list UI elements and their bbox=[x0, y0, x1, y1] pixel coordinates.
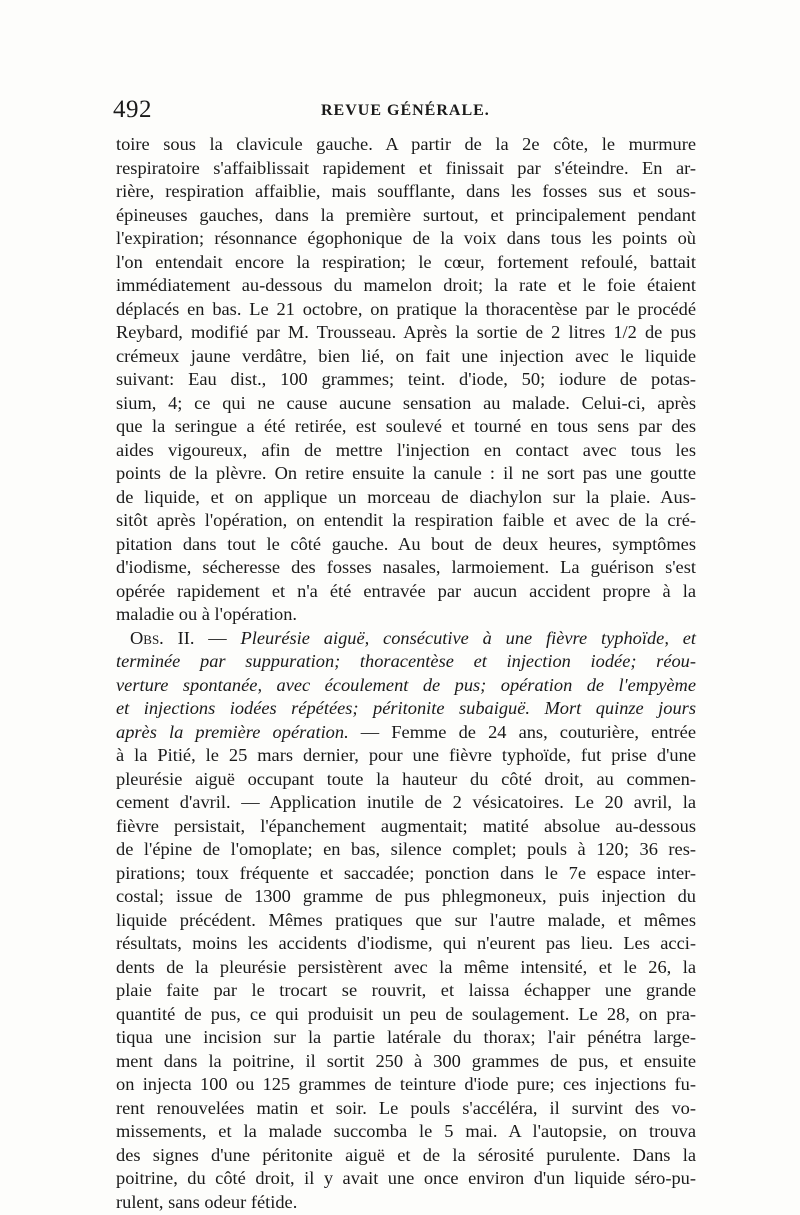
text-line: résultats, moins les accidents d'iodisme, qui n'eurent pas lieu. Les acci- bbox=[116, 933, 696, 953]
observation-title-end-line bbox=[116, 721, 696, 745]
running-title: REVUE GÉNÉRALE. bbox=[321, 102, 490, 119]
observation-text-start: — Femme de 24 ans, couturière, entrée bbox=[360, 721, 696, 742]
text-line: rière, respiration affaiblie, mais soufflante, dans les fosses sus et sous- bbox=[116, 181, 696, 201]
text-line: sium, 4; ce qui ne cause aucune sensation au malade. Celui-ci, après bbox=[116, 392, 696, 413]
text-line: respiratoire s'affaiblissait rapidement et finissait par s'éteindre. En ar- bbox=[116, 157, 696, 178]
text-line: rent renouvelées matin et soir. Le pouls s'accéléra, il survint des vo- bbox=[116, 1097, 696, 1118]
text-line: pleurésie aiguë occupant toute la hauteur du côté droit, au commen- bbox=[116, 768, 696, 789]
text-line: liquide précédent. Mêmes pratiques que sur l'autre malade, et mêmes bbox=[116, 909, 696, 930]
line-prefix: à bbox=[116, 745, 125, 765]
text-line: verture spontanée, avec écoulement de pus; opération de l'empyème bbox=[116, 674, 696, 695]
page-number: 492 bbox=[113, 96, 152, 123]
text-line: de liquide, et on applique un morceau de diachylon sur la plaie. Aus- bbox=[116, 486, 696, 507]
text-line: cement d'avril. — Application inutile de 2 vésicatoires. Le 20 avril, la bbox=[116, 792, 696, 812]
text-line: pitation dans tout le côté gauche. Au bout de deux heures, symptômes bbox=[116, 533, 696, 554]
text-line-body: la Pitié, le 25 mars dernier, pour une fièvre typhoïde, fut prise d'une bbox=[134, 745, 696, 765]
text-line: suivant: Eau dist., 100 grammes; teint. d'iode, 50; iodure de potas- bbox=[116, 369, 696, 389]
text-line: immédiatement au-dessous du mamelon droit; la rate et le foie étaient bbox=[116, 275, 696, 295]
text-line: maladie ou à l'opération. bbox=[116, 604, 298, 624]
observation-title-end: après la première opération. bbox=[116, 721, 349, 742]
text-line: et injections iodées répétées; péritonite subaiguë. Mort quinze jours bbox=[116, 698, 696, 718]
text-line bbox=[116, 744, 696, 768]
text-line: déplacés en bas. Le 21 octobre, on pratique la thoracentèse par le procédé bbox=[116, 298, 696, 319]
text-line: quantité de pus, ce qui produisit un peu de soulagement. Le 28, on pra- bbox=[116, 1003, 696, 1024]
text-line: que la seringue a été retirée, est soulevé et tourné en tous sens par des bbox=[116, 416, 696, 436]
text-line: terminée par suppuration; thoracentèse et injection iodée; réou- bbox=[116, 651, 696, 671]
text-line: dents de la pleurésie persistèrent avec la même intensité, et le 26, la bbox=[116, 956, 696, 977]
text-line: on injecta 100 ou 125 grammes de teinture d'iode pure; ces injections fu- bbox=[116, 1074, 696, 1094]
text-line: épineuses gauches, dans la première surtout, et principalement pendant bbox=[116, 204, 696, 225]
text-line: rulent, sans odeur fétide. bbox=[116, 1191, 298, 1212]
text-line: toire sous la clavicule gauche. A partir de la 2e côte, le murmure bbox=[116, 134, 696, 154]
text-line: d'iodisme, sécheresse des fosses nasales, larmoiement. La guérison s'est bbox=[116, 557, 696, 577]
text-line: l'on entendait encore la respiration; le cœur, fortement refoulé, battait bbox=[116, 251, 696, 272]
text-line: plaie faite par le trocart se rouvrit, et laissa échapper une grande bbox=[116, 980, 696, 1000]
observation-heading-line bbox=[116, 627, 696, 651]
text-line: points de la plèvre. On retire ensuite la canule : il ne sort pas une goutte bbox=[116, 463, 696, 483]
observation-label: Obs. II. bbox=[130, 627, 195, 648]
text-line: aides vigoureux, afin de mettre l'injection en contact avec tous les bbox=[116, 439, 696, 460]
text-line: de l'épine de l'omoplate; en bas, silence complet; pouls à 120; 36 res- bbox=[116, 839, 696, 859]
text-line: ment dans la poitrine, il sortit 250 à 300 grammes de pus, et ensuite bbox=[116, 1050, 696, 1071]
observation-title: Pleurésie aiguë, consécutive à une fièvre typhoïde, et bbox=[240, 627, 696, 648]
text-line: opérée rapidement et n'a été entravée par aucun accident propre à la bbox=[116, 580, 696, 601]
text-line: pirations; toux fréquente et saccadée; ponction dans le 7e espace inter- bbox=[116, 862, 696, 883]
observation-dash: — bbox=[208, 627, 227, 648]
text-line: Reybard, modifié par M. Trousseau. Après la sortie de 2 litres 1/2 de pus bbox=[116, 322, 696, 342]
text-line: sitôt après l'opération, on entendit la respiration faible et avec de la cré- bbox=[116, 510, 696, 530]
text-line: l'expiration; résonnance égophonique de la voix dans tous les points où bbox=[116, 228, 696, 248]
text-line: missements, et la malade succomba le 5 mai. A l'autopsie, on trouva bbox=[116, 1121, 696, 1141]
text-line: fièvre persistait, l'épanchement augmentait; matité absolue au-dessous bbox=[116, 815, 696, 836]
body-text bbox=[116, 133, 696, 1214]
text-line: costal; issue de 1300 gramme de pus phlegmoneux, puis injection du bbox=[116, 886, 696, 906]
text-line: crémeux jaune verdâtre, bien lié, on fait une injection avec le liquide bbox=[116, 345, 696, 366]
page-header bbox=[113, 96, 695, 126]
text-line: tiqua une incision sur la partie latérale du thorax; l'air pénétra large- bbox=[116, 1027, 696, 1047]
text-line: des signes d'une péritonite aiguë et de la sérosité purulente. Dans la bbox=[116, 1144, 696, 1165]
text-line: poitrine, du côté droit, il y avait une once environ d'un liquide séro-pu- bbox=[116, 1168, 696, 1188]
